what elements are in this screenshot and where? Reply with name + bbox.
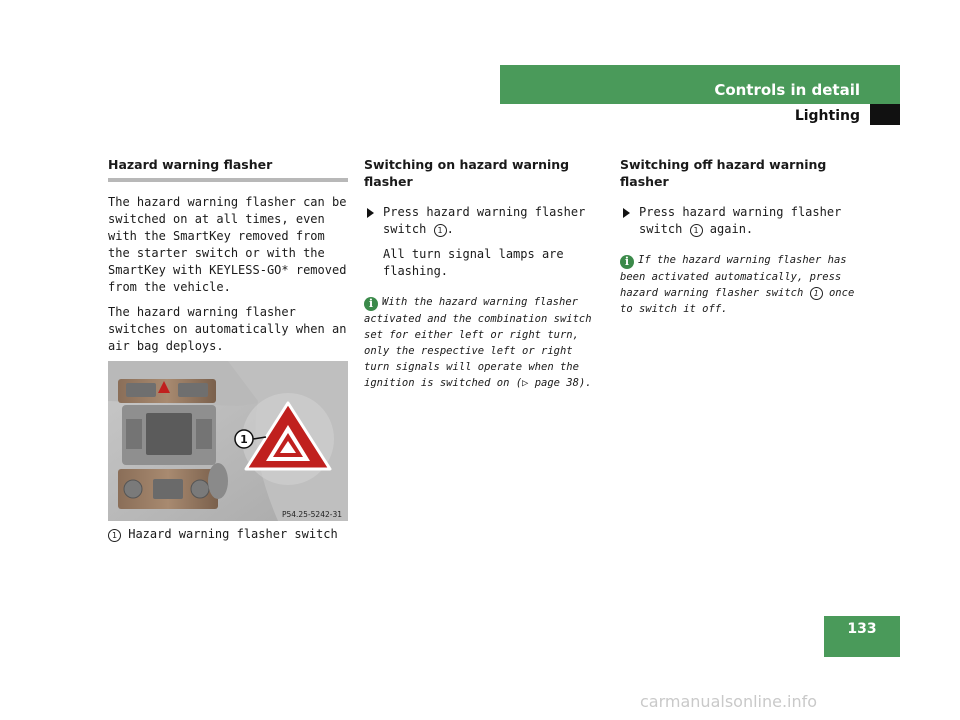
callout-marker: 1 [810,287,823,300]
callout-marker: 1 [434,224,447,237]
page-number: 133 [847,621,877,637]
column-switching-on [364,156,604,391]
note-text-end: page 38). [528,377,592,389]
heading-rule [108,178,348,182]
column-switching-off [620,156,860,317]
step-arrow-icon [367,208,374,218]
note-text-end: once to switch it off. [620,287,855,315]
step-arrow-icon [623,208,630,218]
callout-number: 1 [240,433,248,446]
paragraph: The hazard warning flasher switches on automatically when an air bag deploys. [108,305,347,353]
heading-hazard-warning-flasher: Hazard warning flasher [108,157,273,172]
note-text: If the hazard warning flasher has been activated automatically, press hazard warning flasher switch [620,254,847,299]
step-result: All turn signal lamps are flashing. [383,247,564,278]
instruction-step [620,204,860,238]
page-ref-arrow-icon: ▷ [522,377,529,389]
header-marker [870,104,900,125]
step-text-end: . [446,222,454,236]
image-code: P54.25-5242-31 [281,510,342,519]
heading-switching-off: Switching off hazard warning flasher [620,157,827,189]
subsection-title: Lighting [794,108,860,124]
page-number-box [824,616,900,657]
info-icon: i [620,255,634,269]
step-text: Press hazard warning flasher switch [383,205,586,236]
info-note [364,294,604,391]
header-band [500,65,900,104]
figure-caption [108,527,358,542]
instruction-step [364,204,604,238]
heading-switching-on: Switching on hazard warning flasher [364,157,570,189]
center-console-photo [108,361,348,521]
note-text: With the hazard warning flasher activated and the combination switch set for either left or right turn, only the respective left or right turn signals will operate when the ignition is switched on ( [364,296,592,389]
step-text: Press hazard warning flasher switch [639,205,842,236]
caption-text: Hazard warning flasher switch [128,527,338,541]
callout-marker: 1 [108,529,121,542]
callout-marker: 1 [690,224,703,237]
paragraph: The hazard warning flasher can be switched on at all times, even with the SmartKey removed from the starter switch or with the SmartKey with KEYLESS-GO* removed from the vehicle. [108,195,347,294]
info-icon: i [364,297,378,311]
info-note [620,252,860,317]
step-text-end: again. [702,222,754,236]
watermark: carmanualsonline.info [640,692,818,711]
section-title: Controls in detail [714,81,860,99]
